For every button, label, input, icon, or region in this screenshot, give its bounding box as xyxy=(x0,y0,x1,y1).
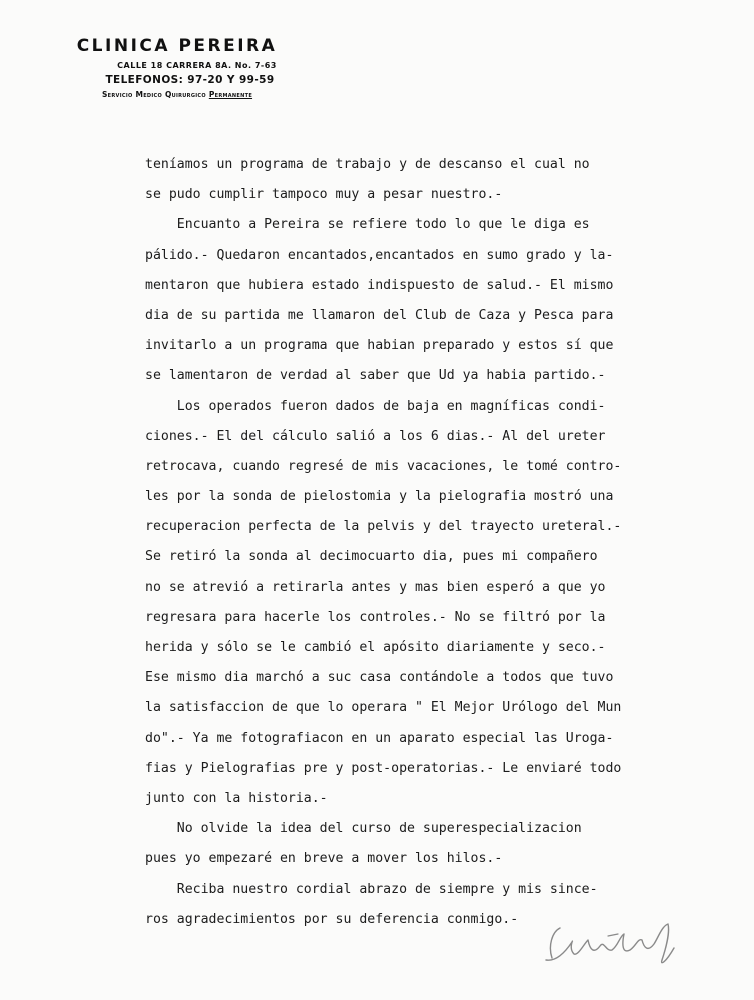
letter-line: Encuanto a Pereira se refiere todo lo que le diga es xyxy=(145,217,590,233)
letter-line: do".- Ya me fotografiacon en un aparato especial las Uroga- xyxy=(145,730,614,746)
letter-line: la satisfaccion de que lo operara " El Mejor Urólogo del Mun xyxy=(145,700,622,716)
letter-line: recuperacion perfecta de la pelvis y del trayecto ureteral.- xyxy=(145,519,622,535)
letter-line: no se atrevió a retirarla antes y mas bien esperó a que yo xyxy=(145,579,606,595)
clinic-service-underlined: Permanente xyxy=(208,90,253,99)
letter-line: Los operados fueron dados de baja en magníficas condi- xyxy=(145,398,606,414)
letter-line: se pudo cumplir tampoco muy a pesar nuestro.- xyxy=(145,187,503,203)
handwritten-signature xyxy=(538,918,688,970)
letter-line: junto con la historia.- xyxy=(145,790,328,806)
letter-line: ros agradecimientos por su deferencia conmigo.- xyxy=(145,911,519,927)
letter-line: ciones.- El del cálculo salió a los 6 dias.- Al del ureter xyxy=(145,428,606,444)
letter-line: dia de su partida me llamaron del Club de Caza y Pesca para xyxy=(145,307,614,323)
letter-line: les por la sonda de pielostomia y la pielografia mostró una xyxy=(145,489,614,505)
letter-line: herida y sólo se le cambió el apósito diariamente y seco.- xyxy=(145,640,606,655)
clinic-name: CLINICA PEREIRA xyxy=(76,36,278,56)
letter-line: No olvide la idea del curso de superespecializacion xyxy=(145,821,582,837)
letter-line: invitarlo a un programa que habian preparado y estos sí que xyxy=(145,338,614,354)
letter-line: regresara para hacerle los controles.- No se filtró por la xyxy=(145,609,606,625)
letter-line: Reciba nuestro cordial abrazo de siempre y mis since- xyxy=(145,881,598,897)
letter-line: se lamentaron de verdad al saber que Ud ya habia partido.- xyxy=(145,368,606,384)
letter-line: Se retiró la sonda al decimocuarto dia, pues mi compañero xyxy=(145,549,598,565)
letterhead xyxy=(52,36,302,99)
letter-line: mentaron que hubiera estado indispuesto de salud.- El mismo xyxy=(145,277,614,293)
letter-line: Ese mismo dia marchó a suc casa contándole a todos que tuvo xyxy=(145,670,614,686)
clinic-address: CALLE 18 CARRERA 8A. No. 7-63 xyxy=(117,61,277,70)
letter-line: pues yo empezaré en breve a mover los hilos.- xyxy=(145,851,503,867)
letter-body xyxy=(145,150,705,935)
clinic-phones: TELEFONOS: 97-20 Y 99-59 xyxy=(105,74,275,86)
clinic-service-prefix: Servicio Medico Quirurgico xyxy=(101,90,209,99)
letter-line: pálido.- Quedaron encantados,encantados en sumo grado y la- xyxy=(145,247,614,263)
letter-line: retrocava, cuando regresé de mis vacaciones, le tomé contro- xyxy=(145,458,622,474)
clinic-service xyxy=(52,90,302,99)
letter-line: fias y Pielografias pre y post-operatorias.- Le enviaré todo xyxy=(145,760,622,776)
letter-line: teníamos un programa de trabajo y de descanso el cual no xyxy=(145,157,590,172)
